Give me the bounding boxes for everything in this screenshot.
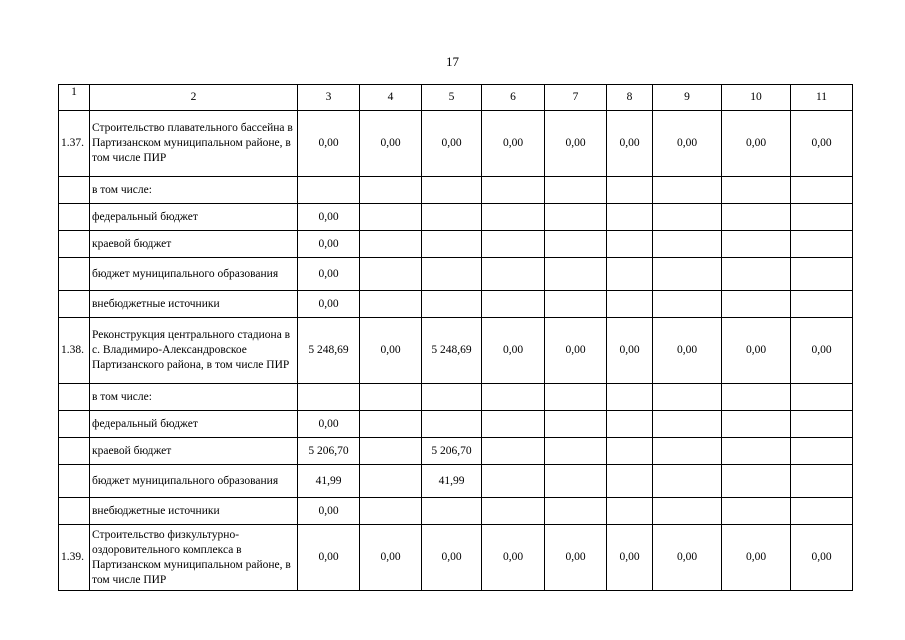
value-cell: 0,00 bbox=[791, 318, 853, 384]
value-cell: 0,00 bbox=[653, 525, 722, 591]
value-cell bbox=[545, 204, 607, 231]
row-number bbox=[59, 498, 90, 525]
table-row bbox=[59, 177, 853, 204]
value-cell bbox=[422, 231, 482, 258]
value-cell bbox=[722, 204, 791, 231]
table-row bbox=[59, 498, 853, 525]
row-number bbox=[59, 411, 90, 438]
value-cell bbox=[422, 204, 482, 231]
row-description: бюджет муниципального образования bbox=[90, 258, 298, 291]
value-cell bbox=[482, 498, 545, 525]
value-cell: 0,00 bbox=[482, 111, 545, 177]
value-cell bbox=[360, 438, 422, 465]
column-header: 5 bbox=[422, 85, 482, 111]
row-number: 1.37. bbox=[59, 111, 90, 177]
value-cell bbox=[482, 291, 545, 318]
value-cell bbox=[360, 291, 422, 318]
row-description: Строительство физкультурно-оздоровительного комплекса в Партизанском муниципальном районе, в том числе ПИР bbox=[90, 525, 298, 591]
value-cell bbox=[422, 291, 482, 318]
value-cell: 0,00 bbox=[722, 111, 791, 177]
value-cell: 0,00 bbox=[360, 111, 422, 177]
row-description: внебюджетные источники bbox=[90, 291, 298, 318]
column-header: 11 bbox=[791, 85, 853, 111]
value-cell bbox=[482, 438, 545, 465]
value-cell bbox=[791, 258, 853, 291]
row-number bbox=[59, 258, 90, 291]
value-cell bbox=[482, 231, 545, 258]
row-number: 1.39. bbox=[59, 525, 90, 591]
value-cell bbox=[791, 465, 853, 498]
value-cell bbox=[791, 204, 853, 231]
value-cell: 41,99 bbox=[298, 465, 360, 498]
table-row bbox=[59, 525, 853, 591]
table-row bbox=[59, 465, 853, 498]
row-description: краевой бюджет bbox=[90, 231, 298, 258]
value-cell bbox=[653, 498, 722, 525]
value-cell bbox=[791, 498, 853, 525]
row-number bbox=[59, 177, 90, 204]
column-header: 9 bbox=[653, 85, 722, 111]
row-number bbox=[59, 204, 90, 231]
value-cell: 0,00 bbox=[607, 318, 653, 384]
value-cell: 0,00 bbox=[653, 318, 722, 384]
value-cell: 0,00 bbox=[653, 111, 722, 177]
value-cell bbox=[360, 411, 422, 438]
table-row bbox=[59, 411, 853, 438]
page-number: 17 bbox=[446, 54, 459, 69]
budget-table bbox=[58, 84, 853, 591]
row-description: Реконструкция центрального стадиона в с. Владимиро-Александровское Партизанского района, в том числе ПИР bbox=[90, 318, 298, 384]
row-description: в том числе: bbox=[90, 384, 298, 411]
value-cell bbox=[722, 465, 791, 498]
value-cell bbox=[545, 411, 607, 438]
value-cell: 0,00 bbox=[360, 318, 422, 384]
value-cell bbox=[722, 411, 791, 438]
value-cell: 0,00 bbox=[545, 318, 607, 384]
value-cell: 0,00 bbox=[791, 525, 853, 591]
value-cell: 0,00 bbox=[298, 258, 360, 291]
table-row bbox=[59, 111, 853, 177]
column-header: 3 bbox=[298, 85, 360, 111]
value-cell bbox=[545, 291, 607, 318]
value-cell bbox=[545, 465, 607, 498]
value-cell bbox=[653, 291, 722, 318]
value-cell bbox=[653, 411, 722, 438]
value-cell bbox=[607, 258, 653, 291]
value-cell bbox=[722, 258, 791, 291]
value-cell bbox=[722, 231, 791, 258]
value-cell: 41,99 bbox=[422, 465, 482, 498]
value-cell bbox=[722, 498, 791, 525]
column-header: 8 bbox=[607, 85, 653, 111]
value-cell bbox=[607, 465, 653, 498]
value-cell bbox=[545, 177, 607, 204]
value-cell bbox=[360, 465, 422, 498]
value-cell: 0,00 bbox=[791, 111, 853, 177]
value-cell bbox=[422, 411, 482, 438]
value-cell bbox=[298, 177, 360, 204]
value-cell bbox=[653, 465, 722, 498]
column-header: 10 bbox=[722, 85, 791, 111]
value-cell bbox=[422, 258, 482, 291]
table-row bbox=[59, 231, 853, 258]
value-cell: 0,00 bbox=[422, 111, 482, 177]
row-number bbox=[59, 291, 90, 318]
value-cell bbox=[482, 465, 545, 498]
value-cell: 5 248,69 bbox=[298, 318, 360, 384]
row-description: федеральный бюджет bbox=[90, 411, 298, 438]
value-cell bbox=[607, 411, 653, 438]
value-cell bbox=[545, 258, 607, 291]
value-cell bbox=[791, 438, 853, 465]
value-cell bbox=[422, 498, 482, 525]
value-cell bbox=[607, 384, 653, 411]
value-cell: 0,00 bbox=[545, 111, 607, 177]
row-description: бюджет муниципального образования bbox=[90, 465, 298, 498]
value-cell bbox=[545, 384, 607, 411]
value-cell bbox=[607, 291, 653, 318]
value-cell bbox=[653, 177, 722, 204]
value-cell bbox=[360, 177, 422, 204]
column-header: 1 bbox=[59, 85, 90, 111]
row-number bbox=[59, 384, 90, 411]
value-cell bbox=[482, 411, 545, 438]
table-row bbox=[59, 384, 853, 411]
value-cell bbox=[545, 231, 607, 258]
row-description: внебюджетные источники bbox=[90, 498, 298, 525]
value-cell bbox=[653, 258, 722, 291]
column-header: 4 bbox=[360, 85, 422, 111]
value-cell bbox=[360, 258, 422, 291]
value-cell bbox=[360, 204, 422, 231]
value-cell: 5 206,70 bbox=[298, 438, 360, 465]
header-row bbox=[59, 85, 853, 111]
value-cell bbox=[653, 204, 722, 231]
value-cell bbox=[360, 498, 422, 525]
value-cell bbox=[482, 258, 545, 291]
value-cell bbox=[722, 291, 791, 318]
value-cell: 0,00 bbox=[298, 204, 360, 231]
value-cell: 0,00 bbox=[545, 525, 607, 591]
value-cell: 0,00 bbox=[482, 525, 545, 591]
value-cell: 0,00 bbox=[360, 525, 422, 591]
value-cell bbox=[360, 231, 422, 258]
value-cell bbox=[722, 438, 791, 465]
row-number: 1.38. bbox=[59, 318, 90, 384]
value-cell: 0,00 bbox=[298, 411, 360, 438]
value-cell bbox=[653, 384, 722, 411]
value-cell bbox=[653, 231, 722, 258]
value-cell bbox=[607, 177, 653, 204]
value-cell bbox=[607, 231, 653, 258]
value-cell bbox=[482, 204, 545, 231]
table-row bbox=[59, 204, 853, 231]
table-row bbox=[59, 438, 853, 465]
value-cell: 0,00 bbox=[482, 318, 545, 384]
value-cell bbox=[422, 177, 482, 204]
value-cell: 0,00 bbox=[298, 111, 360, 177]
column-header: 7 bbox=[545, 85, 607, 111]
row-number bbox=[59, 231, 90, 258]
value-cell bbox=[482, 177, 545, 204]
value-cell bbox=[722, 384, 791, 411]
row-number bbox=[59, 465, 90, 498]
table-row bbox=[59, 318, 853, 384]
value-cell bbox=[360, 384, 422, 411]
column-header: 2 bbox=[90, 85, 298, 111]
value-cell bbox=[791, 411, 853, 438]
value-cell: 0,00 bbox=[607, 111, 653, 177]
value-cell: 0,00 bbox=[422, 525, 482, 591]
value-cell bbox=[545, 498, 607, 525]
value-cell: 0,00 bbox=[298, 525, 360, 591]
row-description: федеральный бюджет bbox=[90, 204, 298, 231]
value-cell bbox=[653, 438, 722, 465]
value-cell: 0,00 bbox=[607, 525, 653, 591]
value-cell bbox=[607, 498, 653, 525]
value-cell bbox=[722, 177, 791, 204]
value-cell: 5 248,69 bbox=[422, 318, 482, 384]
value-cell bbox=[791, 177, 853, 204]
value-cell bbox=[482, 384, 545, 411]
row-description: краевой бюджет bbox=[90, 438, 298, 465]
value-cell: 0,00 bbox=[298, 231, 360, 258]
value-cell bbox=[607, 204, 653, 231]
table-row bbox=[59, 291, 853, 318]
table-row bbox=[59, 258, 853, 291]
value-cell bbox=[791, 231, 853, 258]
value-cell bbox=[607, 438, 653, 465]
column-header: 6 bbox=[482, 85, 545, 111]
value-cell: 0,00 bbox=[722, 525, 791, 591]
value-cell bbox=[298, 384, 360, 411]
value-cell: 0,00 bbox=[298, 498, 360, 525]
value-cell bbox=[791, 384, 853, 411]
value-cell: 5 206,70 bbox=[422, 438, 482, 465]
row-description: в том числе: bbox=[90, 177, 298, 204]
value-cell: 0,00 bbox=[298, 291, 360, 318]
value-cell bbox=[545, 438, 607, 465]
row-description: Строительство плавательного бассейна в Партизанском муниципальном районе, в том числе ПИР bbox=[90, 111, 298, 177]
row-number bbox=[59, 438, 90, 465]
value-cell bbox=[791, 291, 853, 318]
value-cell bbox=[422, 384, 482, 411]
value-cell: 0,00 bbox=[722, 318, 791, 384]
